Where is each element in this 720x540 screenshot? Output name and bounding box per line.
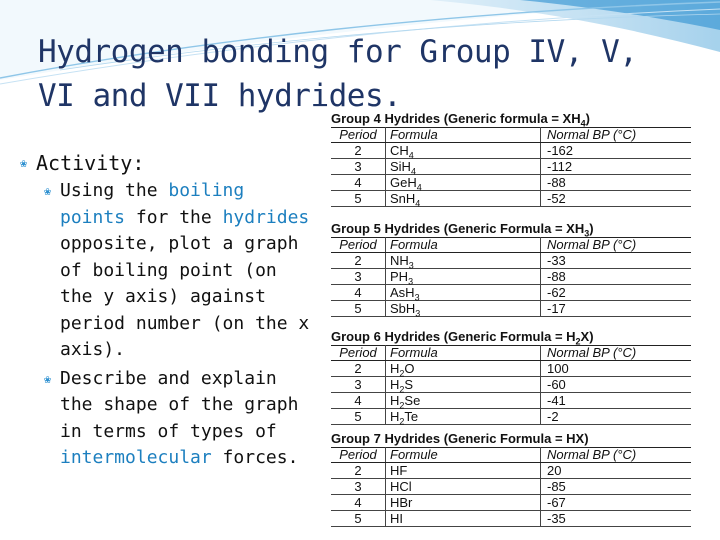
bullet-icon: ❀	[20, 156, 28, 170]
period-cell: 3	[331, 159, 386, 175]
bp-cell: -2	[541, 409, 692, 425]
period-cell: 3	[331, 377, 386, 393]
table-row	[331, 361, 691, 377]
formula-cell: $PH_3$	[386, 269, 541, 285]
period-cell: 4	[331, 495, 386, 511]
table-row	[331, 159, 691, 175]
period-cell: 2	[331, 143, 386, 159]
period-cell: 4	[331, 285, 386, 301]
formula-cell: $H_2O$	[386, 361, 541, 377]
header-bp: Normal BP (°C)	[541, 346, 692, 361]
highlight-text: hydrides	[222, 206, 310, 228]
table-row	[331, 143, 691, 159]
period-cell: 3	[331, 479, 386, 495]
header-period: Period	[331, 448, 386, 463]
hydride-table	[331, 237, 691, 317]
table-title: Group 4 Hydrides (Generic formula = $XH_4$)	[331, 111, 590, 129]
header-period: Period	[331, 238, 386, 253]
table-title: Group 6 Hydrides (Generic Formula = $H_2X$)	[331, 329, 594, 347]
period-cell: 2	[331, 253, 386, 269]
header-bp: Normal BP (°C)	[541, 448, 692, 463]
bp-cell: -88	[541, 175, 692, 191]
table-row	[331, 463, 691, 479]
period-cell: 4	[331, 393, 386, 409]
group-table-4	[331, 110, 695, 207]
header-bp: Normal BP (°C)	[541, 128, 692, 143]
formula-cell: $CH_4$	[386, 143, 541, 159]
table-header-row	[331, 128, 691, 143]
formula-cell: SiH$_4$	[386, 159, 541, 175]
table-row	[331, 285, 691, 301]
bullet-describe-instruction	[20, 366, 320, 472]
table-header-row	[331, 448, 691, 463]
bp-cell: -52	[541, 191, 692, 207]
period-cell: 5	[331, 301, 386, 317]
table-row	[331, 191, 691, 207]
formula-cell: HBr	[386, 495, 541, 511]
header-formula: Formula	[386, 128, 541, 143]
activity-label: Activity:	[36, 151, 145, 175]
bp-cell: 20	[541, 463, 692, 479]
table-row	[331, 479, 691, 495]
formula-cell: SbH$_3$	[386, 301, 541, 317]
bullet-list	[20, 150, 320, 472]
bullet-activity	[20, 150, 320, 176]
bp-cell: -33	[541, 253, 692, 269]
header-formula: Formula	[386, 238, 541, 253]
formula-cell: HI	[386, 511, 541, 527]
bp-cell: -35	[541, 511, 692, 527]
group-table-6	[331, 328, 695, 425]
text: forces.	[211, 447, 299, 468]
bp-cell: -112	[541, 159, 692, 175]
formula-cell: SnH$_4$	[386, 191, 541, 207]
period-cell: 5	[331, 511, 386, 527]
table-header-row	[331, 346, 691, 361]
table-row	[331, 495, 691, 511]
formula-cell: HF	[386, 463, 541, 479]
period-cell: 4	[331, 175, 386, 191]
bullet-icon: ❀	[44, 371, 52, 386]
hydride-table	[331, 127, 691, 207]
bp-cell: -67	[541, 495, 692, 511]
text: Describe and explain the shape of the graph in terms of types of	[60, 367, 299, 442]
bp-cell: -62	[541, 285, 692, 301]
formula-cell: $H_2S$	[386, 377, 541, 393]
header-formula: Formule	[386, 448, 541, 463]
title-line-1: Hydrogen bonding for Group IV, V,	[38, 34, 638, 70]
group-table-5	[331, 220, 695, 317]
formula-cell: GeH$_4$	[386, 175, 541, 191]
table-row	[331, 377, 691, 393]
text: opposite, plot a graph of boiling point (on the y axis) against period number (on the x axis).	[60, 233, 310, 360]
bp-cell: -88	[541, 269, 692, 285]
hydride-table	[331, 345, 691, 425]
bp-cell: -85	[541, 479, 692, 495]
bullet-plot-instruction	[20, 178, 320, 364]
formula-cell: HCl	[386, 479, 541, 495]
title-line-2: VI and VII hydrides.	[38, 78, 402, 114]
bp-cell: -162	[541, 143, 692, 159]
header-formula: Formula	[386, 346, 541, 361]
hydride-table	[331, 447, 691, 527]
bullet-icon: ❀	[44, 184, 52, 198]
table-row	[331, 301, 691, 317]
table-row	[331, 253, 691, 269]
table-row	[331, 393, 691, 409]
bp-cell: 100	[541, 361, 692, 377]
table-row	[331, 269, 691, 285]
bp-cell: -60	[541, 377, 692, 393]
table-header-row	[331, 238, 691, 253]
header-period: Period	[331, 128, 386, 143]
table-title: Group 7 Hydrides (Generic Formula = HX)	[331, 431, 589, 446]
table-row	[331, 175, 691, 191]
period-cell: 3	[331, 269, 386, 285]
text: Using the	[60, 180, 169, 201]
bp-cell: -17	[541, 301, 692, 317]
slide-title	[38, 30, 698, 118]
highlight-text: boiling points	[60, 180, 245, 228]
table-row	[331, 409, 691, 425]
period-cell: 5	[331, 191, 386, 207]
header-period: Period	[331, 346, 386, 361]
period-cell: 2	[331, 463, 386, 479]
period-cell: 2	[331, 361, 386, 377]
period-cell: 5	[331, 409, 386, 425]
table-title: Group 5 Hydrides (Generic Formula = $XH_3$)	[331, 221, 594, 239]
formula-cell: AsH$_3$	[386, 285, 541, 301]
formula-cell: $H_2Te$	[386, 409, 541, 425]
text: for the	[125, 206, 223, 228]
formula-cell: $NH_3$	[386, 253, 541, 269]
bp-cell: -41	[541, 393, 692, 409]
formula-cell: $H_2Se$	[386, 393, 541, 409]
highlight-text: intermolecular	[60, 447, 212, 468]
group-table-7	[331, 430, 695, 527]
table-row	[331, 511, 691, 527]
header-bp: Normal BP (°C)	[541, 238, 692, 253]
